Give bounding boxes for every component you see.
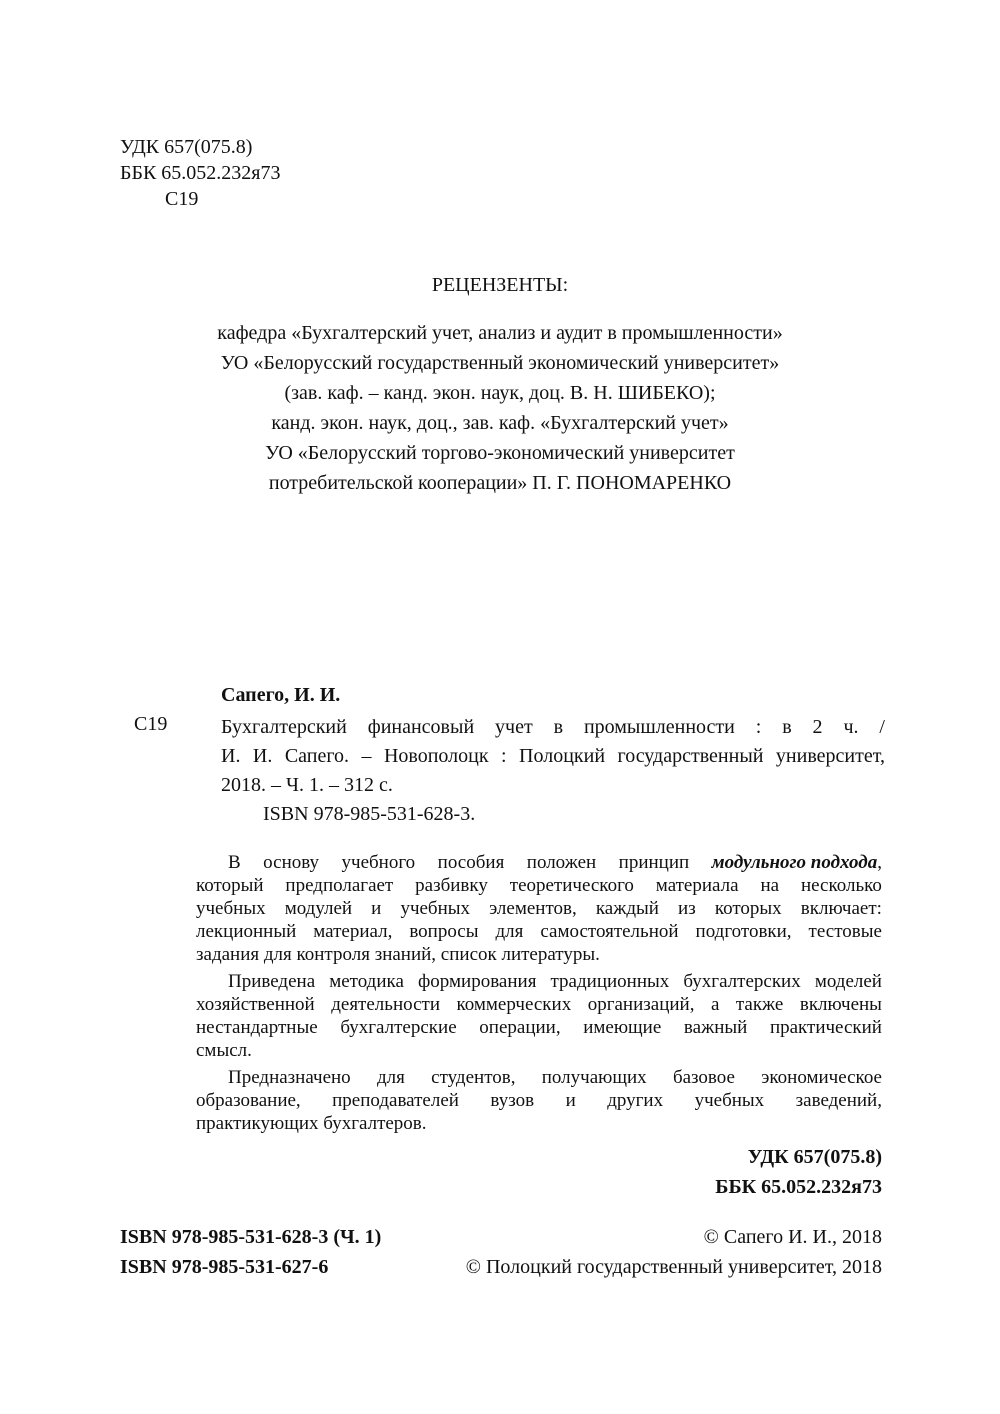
bbk-code: ББК 65.052.232я73 (120, 162, 281, 184)
word: формирования (417, 971, 537, 992)
word: самостоятельной (540, 921, 679, 942)
abstract (196, 851, 882, 1135)
word: финансовый (367, 716, 475, 738)
abstract-word: основу (263, 852, 320, 873)
abstract-word: принцип (618, 852, 690, 873)
word: учебных (196, 898, 266, 919)
abstract-word: пособия (437, 852, 505, 873)
abstract-line-last: смысл. (196, 1040, 252, 1061)
word: образование, (196, 1090, 301, 1111)
word: учебных (694, 1090, 765, 1111)
reviewer-line: УО «Белорусский торгово-экономический университет (265, 442, 735, 464)
word: теоретического (509, 875, 634, 896)
word: государственный (617, 745, 764, 767)
word: для (376, 1067, 405, 1088)
footer-bbk: ББК 65.052.232я73 (715, 1176, 882, 1198)
isbn-part: ISBN 978-985-531-628-3 (Ч. 1) (120, 1226, 382, 1248)
abstract-line (196, 1016, 882, 1039)
word: бухгалтерских (683, 971, 801, 992)
author-code: С19 (165, 188, 199, 210)
abstract-line (196, 970, 882, 993)
reviewers-heading: РЕЦЕНЗЕНТЫ: (431, 274, 569, 296)
word: студентов, (431, 1067, 516, 1088)
word: несколько (800, 875, 882, 896)
abstract-word: В (228, 852, 241, 873)
reviewer-line: УО «Белорусский государственный экономический университет» (220, 352, 780, 374)
word: материала (655, 875, 739, 896)
word: каждый (595, 898, 659, 919)
abstract-line (196, 920, 882, 943)
word: в (553, 716, 564, 738)
word: моделей (814, 971, 882, 992)
word: лекционный (196, 921, 297, 942)
abstract-line (196, 1089, 882, 1112)
reviewer-line: потребительской кооперации» П. Г. ПОНОМАРЕНКО (268, 472, 732, 494)
word: ч. (843, 716, 859, 738)
word: на (760, 875, 780, 896)
abstract-word: учебного (341, 852, 416, 873)
word: / (879, 716, 885, 738)
word: элементов, (489, 898, 577, 919)
word: а (710, 994, 720, 1015)
word: модулей (284, 898, 353, 919)
bib-author: Сапего, И. И. (221, 684, 341, 706)
word: и (565, 1090, 576, 1111)
word: коммерческих (456, 994, 572, 1015)
abstract-line-last: практикующих бухгалтеров. (196, 1113, 427, 1134)
abstract-line-emph (196, 851, 882, 874)
isbn-set: ISBN 978-985-531-627-6 (120, 1256, 329, 1278)
abstract-emphasis-group (712, 851, 882, 874)
word: преподавателей (332, 1090, 459, 1111)
word: экономическое (761, 1067, 882, 1088)
abstract-line (196, 1066, 882, 1089)
word: имеющие (583, 1017, 662, 1038)
word: бухгалтерские (340, 1017, 457, 1038)
word: : (755, 716, 762, 738)
copyright-author: © Сапего И. И., 2018 (703, 1226, 882, 1248)
reviewer-line: (зав. каф. – канд. экон. наук, доц. В. Н. ШИБЕКО); (284, 382, 716, 404)
word: практический (769, 1017, 882, 1038)
abstract-word: положен (526, 852, 597, 873)
word: нестандартные (196, 1017, 318, 1038)
word: И. (221, 745, 241, 767)
abstract-line-last: задания для контроля знаний, список литературы. (196, 944, 600, 965)
word: Бухгалтерский (221, 716, 347, 738)
word: заведений, (795, 1090, 882, 1111)
bib-year-line: 2018. – Ч. 1. – 312 с. (221, 774, 393, 796)
reviewers-list (0, 318, 1000, 498)
word: хозяйственной (196, 994, 315, 1015)
word: также (735, 994, 784, 1015)
reviewer-line: кафедра «Бухгалтерский учет, анализ и аудит в промышленности» (217, 322, 783, 344)
bib-record (221, 713, 885, 829)
word: И. (252, 745, 273, 767)
bib-publisher-line (221, 742, 885, 771)
word: методика (329, 971, 404, 992)
word: предполагает (285, 875, 394, 896)
word: Полоцкий (519, 745, 606, 767)
word: 2 (812, 716, 823, 738)
word: Сапего. (284, 745, 350, 767)
word: операции, (479, 1017, 561, 1038)
abstract-line (196, 993, 882, 1016)
word: базовое (672, 1067, 735, 1088)
word: из (678, 898, 696, 919)
word: учет (495, 716, 533, 738)
udk-code: УДК 657(075.8) (120, 136, 253, 158)
word: включает: (800, 898, 882, 919)
word: других (607, 1090, 664, 1111)
classification-block (120, 134, 281, 212)
word: и (371, 898, 382, 919)
bib-title-line (221, 713, 885, 742)
isbn-block (120, 1222, 381, 1282)
abstract-emphasis: модульного подхода (711, 852, 878, 873)
word: материал, (313, 921, 393, 942)
bib-code: С19 (134, 713, 168, 735)
word: разбивку (415, 875, 488, 896)
word: для (495, 921, 524, 942)
bib-isbn: ISBN 978-985-531-628-3. (263, 803, 476, 825)
word: которых (714, 898, 782, 919)
word: в (782, 716, 792, 738)
word: Новополоцк (383, 745, 489, 767)
reviewer-line: канд. экон. наук, доц., зав. каф. «Бухгалтерский учет» (271, 412, 729, 434)
word: который (196, 875, 264, 896)
word: тестовые (808, 921, 882, 942)
word: вузов (490, 1090, 535, 1111)
copyright-block (466, 1222, 882, 1282)
word: Приведена (228, 971, 316, 992)
word: : (501, 745, 507, 767)
word: включены (799, 994, 882, 1015)
abstract-line (196, 897, 882, 920)
word: вопросы (409, 921, 479, 942)
word: деятельности (331, 994, 440, 1015)
word: Предназначено (228, 1067, 351, 1088)
copyright-university: © Полоцкий государственный университет, 2018 (465, 1256, 882, 1278)
footer-udk: УДК 657(075.8) (747, 1146, 882, 1168)
footer-classification (715, 1142, 882, 1202)
abstract-line (196, 874, 882, 897)
word: организаций, (587, 994, 695, 1015)
word: учебных (400, 898, 471, 919)
word: подготовки, (695, 921, 792, 942)
word: традиционных (550, 971, 670, 992)
word: – (361, 745, 372, 767)
abstract-comma: , (877, 852, 882, 873)
word: промышленности (583, 716, 735, 738)
word: университет, (775, 745, 885, 767)
word: важный (683, 1017, 748, 1038)
word: получающих (541, 1067, 647, 1088)
